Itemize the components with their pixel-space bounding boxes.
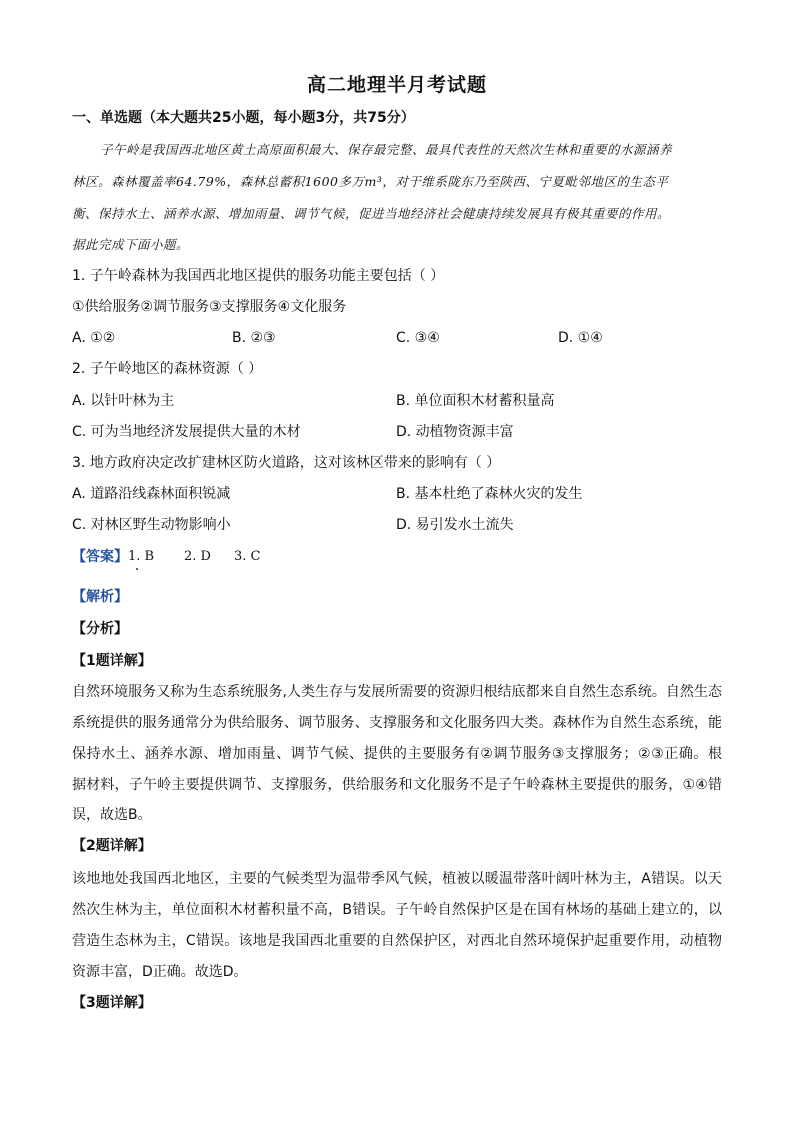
question-1-stem: 1. 子午岭森林为我国西北地区提供的服务功能主要包括（ ）: [72, 268, 445, 284]
question-1-option-d: D. ①④: [558, 330, 603, 346]
question-1-option-b: B. ②③: [232, 330, 276, 346]
decorative-dot: [136, 568, 138, 570]
question-2-option-c: C. 可为当地经济发展提供大量的木材: [72, 424, 301, 440]
passage-line-3: 衡、保持水土、涵养水源、增加雨量、调节气候，促进当地经济社会健康持续发展具有极其重要的作用。: [72, 206, 671, 221]
detail-1-line-4: 据材料，子午岭主要提供调节、支撑服务，供给服务和文化服务不是子午岭森林主要提供的服务，①④错: [72, 777, 722, 793]
question-3-option-c: C. 对林区野生动物影响小: [72, 517, 231, 533]
detail-1-line-1: 自然环境服务又称为生态系统服务,人类生存与发展所需要的资源归根结底都来自自然生态系统。自然生态: [72, 684, 722, 700]
detail-2-line-1: 该地地处我国西北地区，主要的气候类型为温带季风气候，植被以暖温带落叶阔叶林为主，A错误。以天: [72, 871, 722, 887]
question-3-option-d: D. 易引发水土流失: [396, 517, 514, 533]
question-3-stem: 3. 地方政府决定改扩建林区防火道路，这对该林区带来的影响有（ ）: [72, 455, 501, 471]
section-heading: 一、单选题（本大题共25小题，每小题3分，共75分）: [72, 110, 415, 126]
passage-line-2: 林区。森林覆盖率64.79%，森林总蓄积1600多万m³，对于维系陇东乃至陕西、宁夏毗邻地区的生态平: [72, 174, 669, 189]
question-2-stem: 2. 子午岭地区的森林资源（ ）: [72, 361, 263, 377]
detail-2-line-2: 然次生林为主，单位面积木材蓄积量不高，B错误。子午岭自然保护区是在国有林场的基础上建立的，以: [72, 902, 722, 918]
detail-1-line-2: 系统提供的服务通常分为供给服务、调节服务、支撑服务和文化服务四大类。森林作为自然生态系统，能: [72, 715, 722, 731]
answer-1: 1. B: [128, 549, 155, 564]
detail-1-line-5: 误，故选B。: [72, 807, 152, 823]
question-2-option-b: B. 单位面积木材蓄积量高: [396, 393, 555, 409]
detail-2-line-3: 营造生态林为主，C错误。该地是我国西北重要的自然保护区，对西北自然环境保护起重要作用，动植物: [72, 933, 722, 949]
question-3-option-b: B. 基本杜绝了森林火灾的发生: [396, 486, 583, 502]
question-1-option-a: A. ①②: [72, 330, 116, 346]
detail-1-label: 【1题详解】: [72, 653, 152, 669]
page-title: 高二地理半月考试题: [306, 74, 487, 96]
detail-2-label: 【2题详解】: [72, 838, 152, 854]
question-2-option-a: A. 以针叶林为主: [72, 393, 175, 409]
analysis-label: 【解析】: [72, 589, 128, 605]
detail-3-label: 【3题详解】: [72, 995, 152, 1011]
question-1-choices: ①供给服务②调节服务③支撑服务④文化服务: [72, 299, 347, 315]
detail-2-line-4: 资源丰富，D正确。故选D。: [72, 964, 248, 980]
fenxi-label: 【分析】: [72, 621, 128, 637]
question-3-option-a: A. 道路沿线森林面积锐减: [72, 486, 231, 502]
question-1-option-c: C. ③④: [396, 330, 440, 346]
passage-line-1: 子午岭是我国西北地区黄土高原面积最大、保存最完整、最具代表性的天然次生林和重要的水源涵养: [100, 142, 673, 157]
question-2-option-d: D. 动植物资源丰富: [396, 424, 514, 440]
detail-1-line-3: 保持水土、涵养水源、增加雨量、调节气候、提供的主要服务有②调节服务③支撑服务；②③正确。根: [72, 746, 722, 762]
answer-label: 【答案】: [72, 549, 128, 565]
passage-line-4: 据此完成下面小题。: [72, 237, 190, 252]
answer-2: 2. D: [184, 549, 211, 564]
answer-3: 3. C: [234, 549, 261, 564]
